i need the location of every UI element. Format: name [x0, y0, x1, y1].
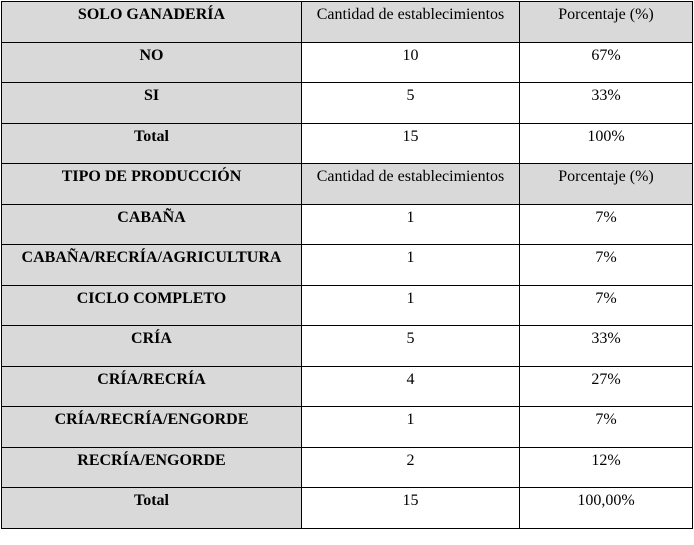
table-row — [2, 42, 693, 83]
row-percent: 33% — [520, 326, 693, 367]
row-label: SI — [2, 83, 302, 124]
row-count: 2 — [302, 447, 520, 488]
table-row — [2, 366, 693, 407]
total-label: Total — [2, 123, 302, 164]
row-percent: 33% — [520, 83, 693, 124]
row-count: 5 — [302, 83, 520, 124]
total-row — [2, 488, 693, 529]
total-row — [2, 123, 693, 164]
row-count: 10 — [302, 42, 520, 83]
table-row — [2, 285, 693, 326]
row-percent: 67% — [520, 42, 693, 83]
table-row — [2, 447, 693, 488]
row-percent: 7% — [520, 204, 693, 245]
row-label: CRÍA — [2, 326, 302, 367]
total-percent: 100,00% — [520, 488, 693, 529]
row-label: CICLO COMPLETO — [2, 285, 302, 326]
row-label: CRÍA/RECRÍA/ENGORDE — [2, 407, 302, 448]
row-label: CABAÑA — [2, 204, 302, 245]
header-count: Cantidad de establecimientos — [302, 164, 520, 205]
row-count: 1 — [302, 245, 520, 286]
total-label: Total — [2, 488, 302, 529]
row-label: CRÍA/RECRÍA — [2, 366, 302, 407]
header-solo-ganaderia: SOLO GANADERÍA — [2, 2, 302, 43]
row-label: CABAÑA/RECRÍA/AGRICULTURA — [2, 245, 302, 286]
header-tipo-produccion: TIPO DE PRODUCCIÓN — [2, 164, 302, 205]
row-label: NO — [2, 42, 302, 83]
row-count: 4 — [302, 366, 520, 407]
row-percent: 12% — [520, 447, 693, 488]
table-row — [2, 204, 693, 245]
row-count: 1 — [302, 407, 520, 448]
header-percent: Porcentaje (%) — [520, 164, 693, 205]
row-count: 5 — [302, 326, 520, 367]
row-percent: 27% — [520, 366, 693, 407]
row-percent: 7% — [520, 285, 693, 326]
row-count: 1 — [302, 204, 520, 245]
section1-header-row — [2, 2, 693, 43]
total-count: 15 — [302, 123, 520, 164]
table-row — [2, 326, 693, 367]
table-row — [2, 83, 693, 124]
section2-header-row — [2, 164, 693, 205]
header-percent: Porcentaje (%) — [520, 2, 693, 43]
total-percent: 100% — [520, 123, 693, 164]
header-count: Cantidad de establecimientos — [302, 2, 520, 43]
table-row — [2, 407, 693, 448]
total-count: 15 — [302, 488, 520, 529]
row-label: RECRÍA/ENGORDE — [2, 447, 302, 488]
row-percent: 7% — [520, 407, 693, 448]
table-row — [2, 245, 693, 286]
row-percent: 7% — [520, 245, 693, 286]
production-table — [1, 1, 693, 529]
row-count: 1 — [302, 285, 520, 326]
